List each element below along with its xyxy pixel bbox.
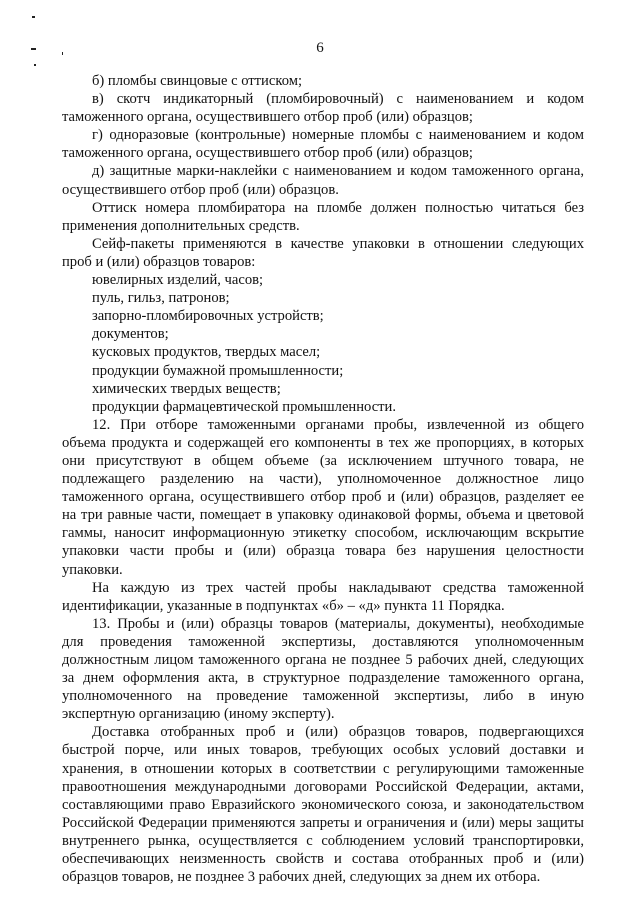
text-line: образцов товаров, не позднее 3 рабочих дней, следующих за днем их отбора. (62, 869, 541, 886)
text-line: ювелирных изделий, часов; (92, 272, 264, 289)
text-line: должностным лицом таможенного органа не позднее 5 рабочих дней, следующих (62, 652, 584, 668)
text-line: подлежащего разделению на части), уполномоченное должностное лицо (62, 471, 584, 488)
scan-speck (34, 64, 36, 66)
text-line: в) скотч индикаторный (пломбировочный) с наименованием и кодом (92, 91, 584, 108)
text-line: Оттиск номера пломбиратора на пломбе должен полностью читаться без (92, 199, 584, 216)
text-line: упаковки части пробы и (или) образца товара без нарушения целостности (62, 543, 584, 560)
text-line: гаммы, наносит информационную этикетку способом, исключающим вскрытие (62, 525, 584, 542)
text-line: быстрой порче, или иных товаров, требующих особых условий доставки и (62, 742, 584, 759)
text-line: таможенного органа, осуществившего отбор проб и (или) образцов, разделяет ее (62, 489, 584, 506)
text-line: осуществившего отбор проб (или) образцов. (62, 181, 339, 198)
text-line: проб и (или) образцов товаров: (62, 253, 256, 270)
text-line: они присутствуют в общем объеме (за исключением штучного товара, не (62, 452, 584, 469)
text-line: обеспечивающих неизменность свойств и состава отобранных проб и (или) (62, 851, 584, 868)
text-line: пуль, гильз, патронов; (92, 290, 230, 307)
text-line: уполномоченного на проведение таможенной экспертизы, либо в иную (62, 688, 584, 705)
text-line: Сейф-пакеты применяются в качестве упаковки в отношении следующих (92, 235, 584, 252)
text-line: применения дополнительных средств. (62, 217, 300, 234)
text-line: идентификации, указанные в подпунктах «б» – «д» пункта 11 Порядка. (62, 597, 505, 614)
document-body (62, 72, 584, 886)
text-line: объема продукта и содержащей его компоненты в тех же пропорциях, в которых (62, 434, 584, 451)
text-line: на три равные части, помещает в упаковку одинаковой формы, объема и цветовой (62, 507, 584, 524)
text-line: таможенного органа, осуществившего отбор проб (или) образцов; (62, 145, 473, 162)
text-line: Доставка отобранных проб и (или) образцов товаров, подвергающихся (92, 724, 584, 741)
text-line: д) защитные марки-наклейки с наименованием и кодом таможенного органа, (92, 163, 584, 180)
text-line: продукции фармацевтической промышленности. (92, 398, 397, 415)
text-line: упаковки. (62, 561, 123, 578)
text-line: за днем оформления акта, в структурное подразделение таможенного органа, (62, 670, 584, 687)
text-line: продукции бумажной промышленности; (92, 362, 344, 379)
text-line: составляющими право Евразийского экономического союза, и законодательством (62, 796, 584, 813)
text-line: внутреннего рынка, осуществляется с соблюдением условий транспортировки, (62, 832, 584, 849)
text-line: б) пломбы свинцовые с оттиском; (92, 73, 303, 89)
text-line: запорно-пломбировочных устройств; (92, 308, 324, 325)
text-line: экспертную организацию (иному эксперту). (62, 706, 335, 723)
text-line: Российской Федерации применяются запреты и ограничения и (или) меры защиты (62, 814, 584, 831)
text-line: 13. Пробы и (или) образцы товаров (материалы, документы), необходимые (92, 615, 584, 632)
page-number: 6 (316, 40, 324, 56)
scan-speck (32, 16, 35, 18)
text-line: правоотношения международными договорами Российской Федерации, актами, (62, 778, 584, 795)
text-line: химических твердых веществ; (92, 380, 281, 397)
text-line: На каждую из трех частей пробы накладывают средства таможенной (92, 579, 584, 596)
text-line: для проведения таможенной экспертизы, доставляются уполномоченным (62, 633, 584, 650)
text-line: 12. При отборе таможенными органами пробы, извлеченной из общего (92, 416, 584, 433)
text-line: кусковых продуктов, твердых масел; (92, 344, 321, 361)
text-line: документов; (92, 326, 169, 343)
text-line: хранения, в отношении которых в соответствии с регулирующими таможенные (62, 760, 584, 777)
text-line: таможенного органа, осуществившего отбор проб (или) образцов; (62, 109, 473, 126)
text-line: г) одноразовые (контрольные) номерные пломбы с наименованием и кодом (92, 127, 584, 144)
